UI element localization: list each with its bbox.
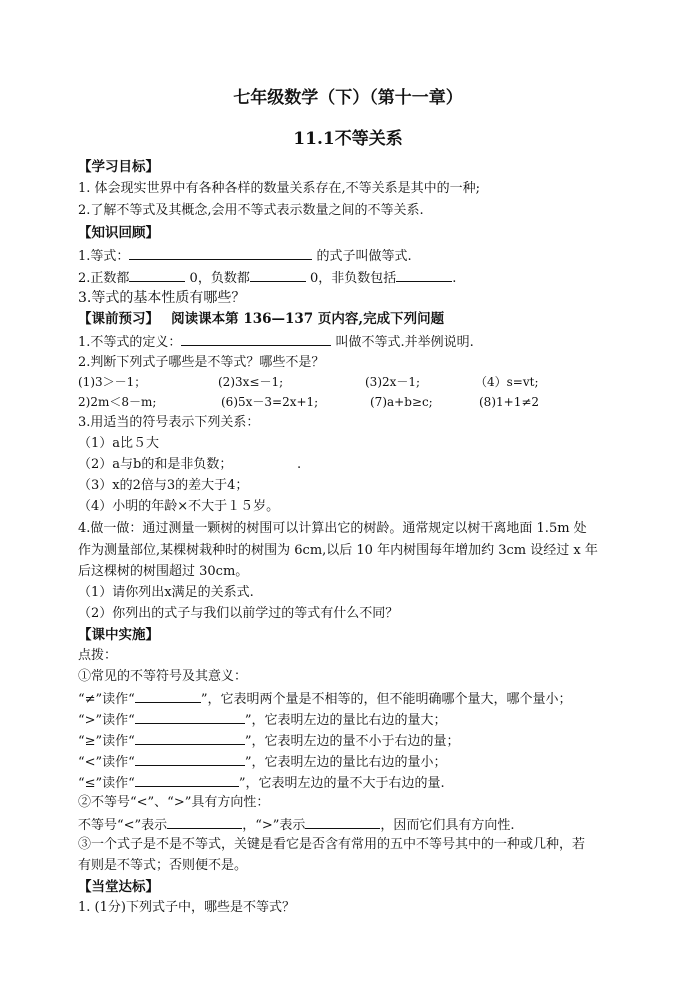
- direction-blank-2[interactable]: [305, 814, 380, 829]
- symbol-leq-blank[interactable]: [135, 772, 239, 787]
- symbol-gt-desc: ”，它表明左边的量比右边的量大；: [244, 713, 447, 728]
- review-q3: 3.等式的基本性质有哪些？: [78, 290, 246, 306]
- symbol-row-neq: [78, 688, 572, 710]
- review-heading: 【知识回顾】: [78, 225, 159, 241]
- symbol-row-geq: [78, 730, 460, 752]
- expr-3: (3)2x－1;: [365, 375, 421, 389]
- symbol-geq-desc: ”，它表明左边的量不小于右边的量；: [244, 734, 460, 749]
- preview-heading-line: [78, 309, 444, 330]
- preview-q3-item-1: （1）a比５大: [78, 436, 160, 451]
- implementation-p2: ②不等号“<”、“>”具有方向性：: [78, 795, 270, 810]
- symbol-neq-blank[interactable]: [135, 688, 201, 703]
- preview-q2: 2.判断下列式子哪些是不等式？哪些不是？: [78, 355, 325, 370]
- symbol-neq-label: “≠”读作“: [78, 692, 135, 707]
- review-q1-blank[interactable]: [129, 245, 312, 260]
- preview-q4-sub-1: （1）请你列出x满足的关系式.: [78, 585, 254, 600]
- review-q1: [78, 245, 412, 267]
- implementation-tip: 点拨：: [78, 648, 118, 663]
- symbol-lt-blank[interactable]: [135, 751, 245, 766]
- preview-q1-blank[interactable]: [181, 331, 331, 346]
- classtest-heading: 【当堂达标】: [78, 879, 159, 895]
- goal-item-2: 2.了解不等式及其概念,会用不等式表示数量之间的不等关系.: [78, 203, 424, 218]
- direction-part-b: ，“>”表示: [242, 818, 306, 833]
- symbol-row-lt: [78, 751, 447, 773]
- preview-instruction: 阅读课本第 136—137 页内容,完成下列问题: [171, 311, 445, 327]
- implementation-p3-line-2: 有则是不等式；否则便不是。: [78, 858, 248, 873]
- direction-part-c: ，因而它们具有方向性.: [380, 818, 515, 833]
- expr-1: (1)3＞－1；: [78, 375, 147, 389]
- page-title: 七年级数学（下）（第十一章）: [233, 88, 463, 108]
- symbol-neq-desc: ”，它表明两个量是不相等的，但不能明确哪个量大，哪个量小；: [200, 692, 572, 707]
- page-subtitle: 11.1不等关系: [293, 129, 403, 149]
- symbol-row-gt: [78, 709, 447, 731]
- preview-q3: 3.用适当的符号表示下列关系：: [78, 415, 260, 430]
- review-q1-suffix: 的式子叫做等式.: [316, 249, 412, 264]
- expr-8: (8)1+1≠2: [479, 395, 540, 409]
- implementation-heading: 【课中实施】: [78, 627, 159, 643]
- expr-2: (2)3x≤－1;: [218, 375, 284, 389]
- preview-q4-line-2: 作为测量部位,某棵树栽种时的树围为 6cm,以后 10 年内树围每年增加约 3cm 设经过 x 年: [78, 543, 598, 558]
- symbol-geq-label: “≥”读作“: [78, 734, 135, 749]
- review-q2-part-d: .: [452, 271, 457, 286]
- expr-5: 2)2m＜8－m;: [78, 395, 157, 409]
- goal-item-1: 1. 体会现实世界中有各种各样的数量关系存在,不等关系是其中的一种;: [78, 181, 481, 196]
- symbol-gt-label: “>”读作“: [78, 713, 135, 728]
- symbol-leq-desc: ”，它表明左边的量不大于右边的量.: [238, 776, 445, 791]
- preview-q1-suffix: 叫做不等式.并举例说明.: [335, 335, 474, 350]
- symbol-lt-label: “<”读作“: [78, 755, 135, 770]
- symbol-gt-blank[interactable]: [135, 709, 245, 724]
- implementation-p1: ①常见的不等符号及其意义：: [78, 669, 248, 684]
- preview-q1-prefix: 1.不等式的定义：: [78, 335, 182, 350]
- direction-part-a: 不等号“<”表示: [78, 818, 168, 833]
- preview-q1: [78, 331, 474, 353]
- direction-blank-1[interactable]: [167, 814, 242, 829]
- preview-q3-dot: .: [297, 457, 302, 472]
- preview-q3-item-2: （2）a与b的和是非负数；: [78, 457, 233, 472]
- review-q2-blank-1[interactable]: [129, 267, 185, 282]
- review-q2-blank-3[interactable]: [396, 267, 452, 282]
- review-q2-blank-2[interactable]: [250, 267, 306, 282]
- symbol-row-leq: [78, 772, 445, 794]
- preview-q3-item-3: （3）x的2倍与3的差大于4；: [78, 478, 249, 493]
- preview-q2-row-1: [0, 372, 696, 392]
- expr-4: （4）s=vt;: [475, 375, 539, 389]
- review-q2-part-a: 2.正数都: [78, 271, 130, 286]
- symbol-geq-blank[interactable]: [135, 730, 245, 745]
- preview-q4-line-3: 后这棵树的树围超过 30cm。: [78, 564, 249, 579]
- goals-heading: 【学习目标】: [78, 159, 159, 175]
- direction-line: [78, 814, 515, 836]
- preview-q3-item-4: （4）小明的年龄×不大于１５岁。: [78, 499, 280, 514]
- preview-heading: 【课前预习】: [78, 311, 159, 327]
- symbol-leq-label: “≤”读作“: [78, 776, 135, 791]
- implementation-p3-line-1: ③一个式子是不是不等式，关键是看它是否含有常用的五中不等号其中的一种或几种，若: [78, 837, 586, 852]
- preview-q4-sub-2: （2）你列出的式子与我们以前学过的等式有什么不同？: [78, 606, 399, 621]
- review-q2-part-c: 0，非负数包括: [309, 271, 397, 286]
- preview-q4-line-1: 4.做一做：通过测量一颗树的树围可以计算出它的树龄。通常规定以树干离地面 1.5m 处: [78, 521, 587, 536]
- expr-6: (6)5x－3=2x+1;: [221, 395, 319, 409]
- review-q2-part-b: 0，负数都: [189, 271, 250, 286]
- classtest-q1: 1. (1分)下列式子中，哪些是不等式？: [78, 900, 295, 915]
- expr-7: (7)a+b≥c;: [370, 395, 433, 409]
- symbol-lt-desc: ”，它表明左边的量比右边的量小；: [244, 755, 447, 770]
- review-q1-prefix: 1.等式：: [78, 249, 130, 264]
- preview-q2-row-2: [0, 392, 696, 412]
- review-q2: [78, 267, 456, 289]
